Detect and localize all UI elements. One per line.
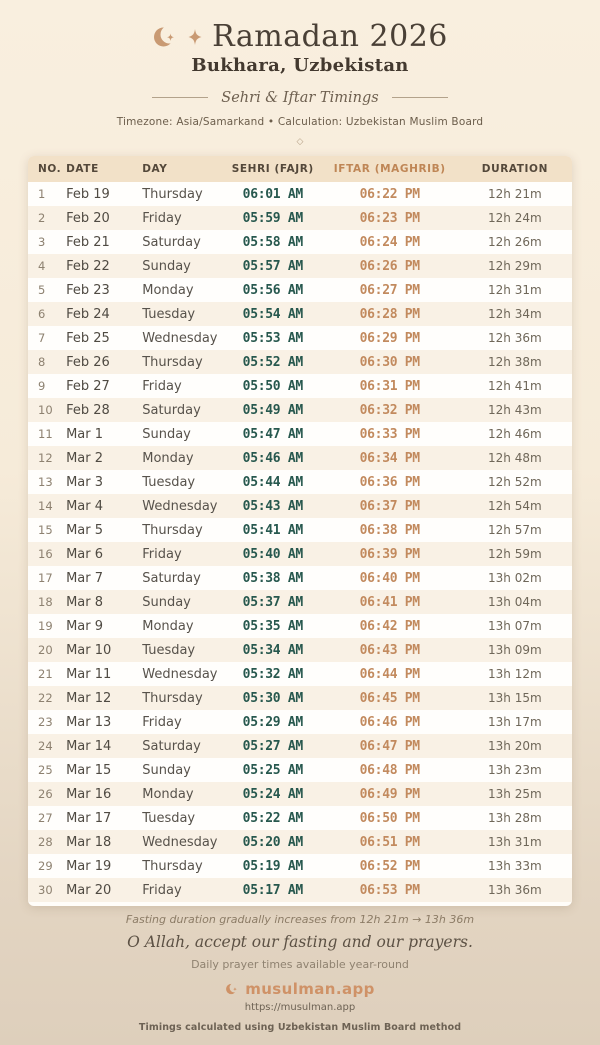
- row-date: Feb 28: [66, 402, 110, 418]
- row-date: Mar 8: [66, 594, 104, 610]
- row-duration: 13h 04m: [488, 595, 542, 609]
- row-duration: 13h 31m: [488, 835, 542, 849]
- row-day: Friday: [142, 378, 182, 394]
- row-day: Tuesday: [142, 810, 196, 826]
- row-date: Mar 10: [66, 642, 112, 658]
- row-duration: 13h 36m: [488, 883, 542, 897]
- row-number: 13: [38, 475, 53, 489]
- row-date: Mar 17: [66, 810, 112, 826]
- row-iftar-time: 06:36 PM: [359, 474, 420, 490]
- table-row: [28, 422, 572, 446]
- table-row: [28, 662, 572, 686]
- row-number: 25: [38, 763, 53, 777]
- row-sehri-time: 05:49 AM: [242, 402, 303, 418]
- row-number: 26: [38, 787, 53, 801]
- row-day: Monday: [142, 450, 194, 466]
- row-number: 4: [38, 259, 46, 273]
- row-duration: 13h 02m: [488, 571, 542, 585]
- row-iftar-time: 06:34 PM: [359, 450, 420, 466]
- brand-crescent-icon: [225, 982, 239, 996]
- row-day: Sunday: [142, 594, 191, 610]
- row-day: Tuesday: [142, 474, 196, 490]
- row-iftar-time: 06:24 PM: [359, 234, 420, 250]
- row-date: Feb 21: [66, 234, 110, 250]
- row-date: Mar 13: [66, 714, 112, 730]
- row-iftar-time: 06:49 PM: [359, 786, 420, 802]
- table-row: [28, 590, 572, 614]
- row-iftar-time: 06:44 PM: [359, 666, 420, 682]
- table-row: [28, 374, 572, 398]
- row-iftar-time: 06:41 PM: [359, 594, 420, 610]
- row-number: 22: [38, 691, 53, 705]
- row-date: Feb 25: [66, 330, 110, 346]
- table-row: [28, 542, 572, 566]
- row-iftar-time: 06:27 PM: [359, 282, 420, 298]
- row-duration: 12h 34m: [488, 307, 542, 321]
- table-row: [28, 518, 572, 542]
- row-sehri-time: 05:50 AM: [242, 378, 303, 394]
- row-sehri-time: 05:20 AM: [242, 834, 303, 850]
- row-sehri-time: 05:52 AM: [242, 354, 303, 370]
- row-duration: 12h 52m: [488, 475, 542, 489]
- row-day: Sunday: [142, 426, 191, 442]
- row-day: Monday: [142, 786, 194, 802]
- row-number: 21: [38, 667, 53, 681]
- row-date: Feb 26: [66, 354, 110, 370]
- row-number: 15: [38, 523, 53, 537]
- row-sehri-time: 05:53 AM: [242, 330, 303, 346]
- row-duration: 12h 43m: [488, 403, 542, 417]
- row-sehri-time: 05:32 AM: [242, 666, 303, 682]
- row-sehri-time: 05:30 AM: [242, 690, 303, 706]
- column-header-iftar: IFTAR (MAGHRIB): [322, 156, 458, 182]
- row-sehri-time: 05:41 AM: [242, 522, 303, 538]
- row-sehri-time: 05:24 AM: [242, 786, 303, 802]
- row-day: Wednesday: [142, 666, 218, 682]
- row-date: Mar 1: [66, 426, 104, 442]
- row-number: 30: [38, 883, 53, 897]
- row-iftar-time: 06:43 PM: [359, 642, 420, 658]
- column-header-date: DATE: [66, 156, 142, 182]
- table-row: [28, 206, 572, 230]
- table-row: [28, 398, 572, 422]
- row-number: 17: [38, 571, 53, 585]
- row-number: 10: [38, 403, 53, 417]
- row-date: Mar 20: [66, 882, 112, 898]
- section-subtitle: Sehri & Iftar Timings: [221, 89, 379, 106]
- row-date: Mar 2: [66, 450, 104, 466]
- row-day: Thursday: [142, 690, 203, 706]
- crescent-star-icon: [152, 24, 178, 50]
- row-iftar-time: 06:52 PM: [359, 858, 420, 874]
- row-day: Monday: [142, 618, 194, 634]
- row-date: Feb 24: [66, 306, 110, 322]
- availability-text: Daily prayer times available year-round: [191, 958, 409, 971]
- table-row: [28, 350, 572, 374]
- row-number: 24: [38, 739, 53, 753]
- row-date: Feb 19: [66, 186, 110, 202]
- row-day: Tuesday: [142, 642, 196, 658]
- row-number: 12: [38, 451, 53, 465]
- row-date: Mar 9: [66, 618, 104, 634]
- row-duration: 12h 48m: [488, 451, 542, 465]
- sparkle-icon: [187, 29, 203, 45]
- table-row: [28, 302, 572, 326]
- row-iftar-time: 06:31 PM: [359, 378, 420, 394]
- row-date: Mar 3: [66, 474, 104, 490]
- row-date: Mar 16: [66, 786, 112, 802]
- table-row: [28, 182, 572, 206]
- row-number: 18: [38, 595, 53, 609]
- row-duration: 13h 20m: [488, 739, 542, 753]
- row-day: Thursday: [142, 522, 203, 538]
- table-row: [28, 806, 572, 830]
- divider-line-right: [392, 97, 448, 98]
- row-date: Mar 11: [66, 666, 112, 682]
- table-row: [28, 758, 572, 782]
- row-sehri-time: 06:01 AM: [242, 186, 303, 202]
- table-row: [28, 710, 572, 734]
- row-sehri-time: 05:27 AM: [242, 738, 303, 754]
- row-duration: 13h 33m: [488, 859, 542, 873]
- column-header-duration: DURATION: [458, 156, 572, 182]
- row-iftar-time: 06:22 PM: [359, 186, 420, 202]
- row-day: Friday: [142, 546, 182, 562]
- row-number: 2: [38, 211, 46, 225]
- table-row: [28, 254, 572, 278]
- row-day: Monday: [142, 282, 194, 298]
- row-duration: 12h 31m: [488, 283, 542, 297]
- row-number: 11: [38, 427, 53, 441]
- divider-line-left: [152, 97, 208, 98]
- row-iftar-time: 06:23 PM: [359, 210, 420, 226]
- row-sehri-time: 05:25 AM: [242, 762, 303, 778]
- row-number: 3: [38, 235, 46, 249]
- row-sehri-time: 05:37 AM: [242, 594, 303, 610]
- row-duration: 12h 21m: [488, 187, 542, 201]
- row-sehri-time: 05:40 AM: [242, 546, 303, 562]
- row-duration: 13h 07m: [488, 619, 542, 633]
- row-date: Mar 18: [66, 834, 112, 850]
- column-header-day: DAY: [142, 156, 224, 182]
- row-iftar-time: 06:47 PM: [359, 738, 420, 754]
- row-sehri-time: 05:59 AM: [242, 210, 303, 226]
- row-iftar-time: 06:32 PM: [359, 402, 420, 418]
- row-sehri-time: 05:17 AM: [242, 882, 303, 898]
- row-number: 5: [38, 283, 46, 297]
- row-number: 29: [38, 859, 53, 873]
- row-sehri-time: 05:56 AM: [242, 282, 303, 298]
- row-iftar-time: 06:48 PM: [359, 762, 420, 778]
- row-sehri-time: 05:54 AM: [242, 306, 303, 322]
- row-date: Feb 22: [66, 258, 110, 274]
- brand-url: https://musulman.app: [244, 1002, 356, 1013]
- row-sehri-time: 05:22 AM: [242, 810, 303, 826]
- column-header-sehri: SEHRI (FAJR): [224, 156, 322, 182]
- row-sehri-time: 05:44 AM: [242, 474, 303, 490]
- timezone-calculation-meta: Timezone: Asia/Samarkand • Calculation: Uzbekistan Muslim Board: [116, 116, 484, 128]
- row-day: Wednesday: [142, 834, 218, 850]
- row-iftar-time: 06:50 PM: [359, 810, 420, 826]
- row-sehri-time: 05:38 AM: [242, 570, 303, 586]
- row-number: 19: [38, 619, 53, 633]
- row-iftar-time: 06:40 PM: [359, 570, 420, 586]
- row-iftar-time: 06:28 PM: [359, 306, 420, 322]
- row-date: Mar 15: [66, 762, 112, 778]
- row-day: Friday: [142, 210, 182, 226]
- row-duration: 13h 28m: [488, 811, 542, 825]
- page-footer: [0, 913, 600, 1034]
- table-row: [28, 446, 572, 470]
- row-day: Saturday: [142, 738, 201, 754]
- title-row: [0, 18, 600, 56]
- row-sehri-time: 05:57 AM: [242, 258, 303, 274]
- row-iftar-time: 06:53 PM: [359, 882, 420, 898]
- row-date: Mar 19: [66, 858, 112, 874]
- row-iftar-time: 06:37 PM: [359, 498, 420, 514]
- row-number: 1: [38, 187, 46, 201]
- row-sehri-time: 05:46 AM: [242, 450, 303, 466]
- page-header: [0, 0, 600, 147]
- table-header: [28, 156, 572, 182]
- row-day: Friday: [142, 882, 182, 898]
- table-row: [28, 230, 572, 254]
- row-day: Thursday: [142, 858, 203, 874]
- table-row: [28, 614, 572, 638]
- row-date: Feb 23: [66, 282, 110, 298]
- table-row: [28, 734, 572, 758]
- row-iftar-time: 06:26 PM: [359, 258, 420, 274]
- row-iftar-time: 06:42 PM: [359, 618, 420, 634]
- row-date: Mar 12: [66, 690, 112, 706]
- row-sehri-time: 05:47 AM: [242, 426, 303, 442]
- row-number: 16: [38, 547, 53, 561]
- row-number: 23: [38, 715, 53, 729]
- table-row: [28, 638, 572, 662]
- row-number: 20: [38, 643, 53, 657]
- row-duration: 12h 36m: [488, 331, 542, 345]
- row-iftar-time: 06:30 PM: [359, 354, 420, 370]
- row-number: 28: [38, 835, 53, 849]
- diamond-ornament: ◇: [296, 137, 304, 147]
- row-number: 8: [38, 355, 46, 369]
- row-day: Tuesday: [142, 306, 196, 322]
- timings-table-card: [28, 156, 572, 906]
- row-iftar-time: 06:29 PM: [359, 330, 420, 346]
- timings-table: [28, 156, 572, 902]
- row-date: Mar 7: [66, 570, 104, 586]
- table-row: [28, 782, 572, 806]
- table-row: [28, 494, 572, 518]
- row-iftar-time: 06:51 PM: [359, 834, 420, 850]
- row-iftar-time: 06:33 PM: [359, 426, 420, 442]
- duration-note: Fasting duration gradually increases from 12h 21m → 13h 36m: [125, 913, 475, 926]
- row-day: Thursday: [142, 354, 203, 370]
- row-iftar-time: 06:38 PM: [359, 522, 420, 538]
- row-duration: 12h 46m: [488, 427, 542, 441]
- calculation-method-note: Timings calculated using Uzbekistan Muslim Board method: [138, 1022, 462, 1033]
- row-duration: 13h 17m: [488, 715, 542, 729]
- row-date: Feb 27: [66, 378, 110, 394]
- row-iftar-time: 06:39 PM: [359, 546, 420, 562]
- brand-row: [0, 980, 600, 998]
- row-sehri-time: 05:43 AM: [242, 498, 303, 514]
- row-duration: 13h 12m: [488, 667, 542, 681]
- table-row: [28, 278, 572, 302]
- location-subtitle: Bukhara, Uzbekistan: [191, 55, 409, 76]
- row-date: Mar 4: [66, 498, 104, 514]
- row-duration: 13h 25m: [488, 787, 542, 801]
- row-day: Saturday: [142, 570, 201, 586]
- subtitle-row: [0, 89, 600, 106]
- row-sehri-time: 05:58 AM: [242, 234, 303, 250]
- table-row: [28, 854, 572, 878]
- table-row: [28, 470, 572, 494]
- row-date: Mar 5: [66, 522, 104, 538]
- table-row: [28, 686, 572, 710]
- row-day: Wednesday: [142, 498, 218, 514]
- row-duration: 12h 29m: [488, 259, 542, 273]
- row-duration: 13h 23m: [488, 763, 542, 777]
- row-day: Sunday: [142, 762, 191, 778]
- row-day: Sunday: [142, 258, 191, 274]
- page-title: Ramadan 2026: [212, 19, 448, 54]
- row-day: Wednesday: [142, 330, 218, 346]
- row-number: 7: [38, 331, 46, 345]
- table-row: [28, 326, 572, 350]
- row-duration: 12h 59m: [488, 547, 542, 561]
- table-body: [28, 182, 572, 902]
- row-duration: 12h 54m: [488, 499, 542, 513]
- row-duration: 13h 15m: [488, 691, 542, 705]
- row-number: 9: [38, 379, 46, 393]
- row-date: Feb 20: [66, 210, 110, 226]
- row-duration: 12h 41m: [488, 379, 542, 393]
- row-number: 6: [38, 307, 46, 321]
- row-duration: 13h 09m: [488, 643, 542, 657]
- row-day: Friday: [142, 714, 182, 730]
- row-duration: 12h 38m: [488, 355, 542, 369]
- dua-text: O Allah, accept our fasting and our prayers.: [127, 933, 473, 951]
- row-iftar-time: 06:46 PM: [359, 714, 420, 730]
- table-row: [28, 566, 572, 590]
- row-duration: 12h 57m: [488, 523, 542, 537]
- row-sehri-time: 05:34 AM: [242, 642, 303, 658]
- row-number: 14: [38, 499, 53, 513]
- row-day: Thursday: [142, 186, 203, 202]
- table-row: [28, 830, 572, 854]
- brand-name: musulman.app: [245, 980, 375, 998]
- row-day: Saturday: [142, 402, 201, 418]
- row-sehri-time: 05:35 AM: [242, 618, 303, 634]
- column-header-no: NO.: [28, 156, 66, 182]
- row-sehri-time: 05:19 AM: [242, 858, 303, 874]
- row-date: Mar 6: [66, 546, 104, 562]
- table-row: [28, 878, 572, 902]
- row-duration: 12h 24m: [488, 211, 542, 225]
- row-duration: 12h 26m: [488, 235, 542, 249]
- row-date: Mar 14: [66, 738, 112, 754]
- row-number: 27: [38, 811, 53, 825]
- row-iftar-time: 06:45 PM: [359, 690, 420, 706]
- row-day: Saturday: [142, 234, 201, 250]
- row-sehri-time: 05:29 AM: [242, 714, 303, 730]
